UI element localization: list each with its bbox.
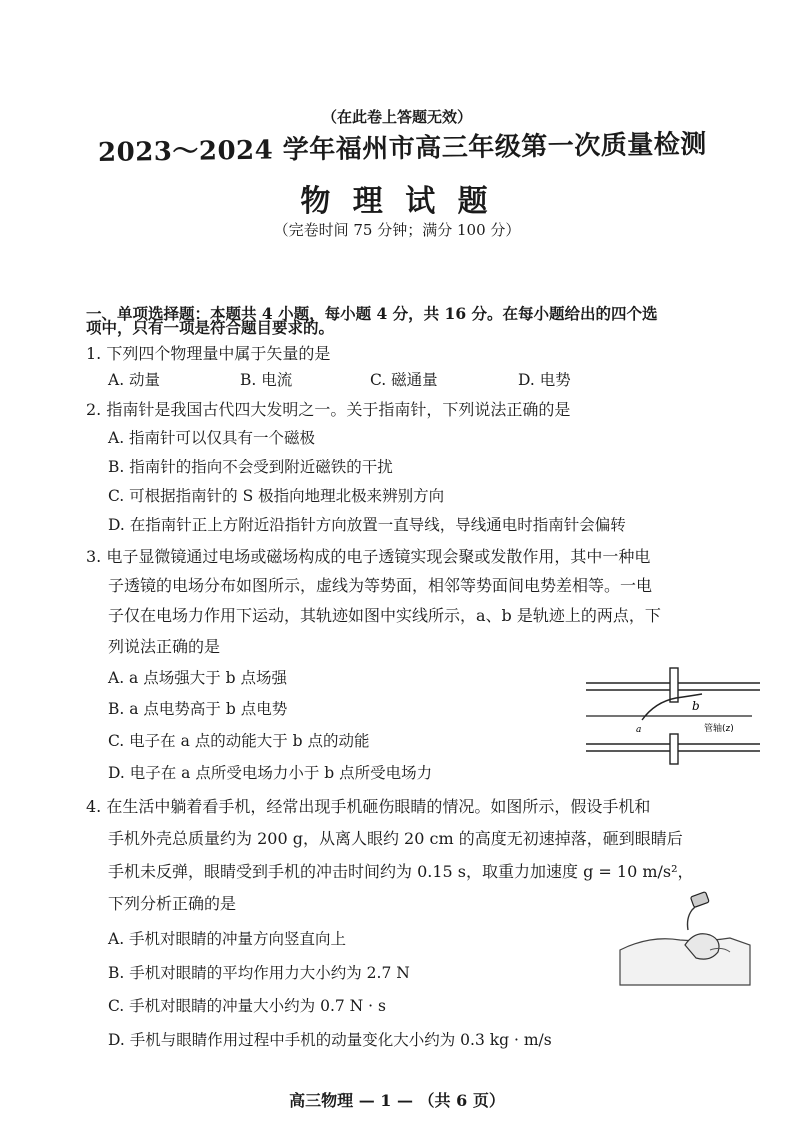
point-a-label: a: [636, 725, 642, 735]
point-b-label: b: [692, 699, 700, 713]
q1-stem: 1. 下列四个物理量中属于矢量的是: [86, 344, 331, 363]
q3-option-d: D. 电子在 a 点所受电场力小于 b 点所受电场力: [108, 764, 433, 782]
q1-option-b: B. 电流: [240, 371, 293, 389]
q4-stem-line4: 下列分析正确的是: [108, 894, 237, 913]
phone-falling-figure: [610, 890, 760, 990]
q4-stem-line3: 手机未反弹，眼睛受到手机的冲击时间约为 0.15 s，取重力加速度 g = 10 m/s²，: [108, 862, 694, 881]
arm-shape: [688, 904, 699, 930]
q4-option-a: A. 手机对眼睛的冲量方向竖直向上: [108, 930, 347, 948]
exam-title: 2023～2024 学年福州市高三年级第一次质量检测: [97, 129, 707, 168]
electron-lens-figure: [580, 660, 770, 770]
page-footer: 高三物理 — 1 — （共 6 页）: [289, 1091, 505, 1110]
phone-icon: [690, 892, 709, 908]
q3-stem-line4: 列说法正确的是: [108, 637, 221, 656]
lower-gap-plate: [670, 734, 678, 764]
q4-stem-line1: 4. 在生活中躺着看手机，经常出现手机砸伤眼睛的情况。如图所示，假设手机和: [86, 797, 651, 816]
q3-stem-line1: 3. 电子显微镜通过电场或磁场构成的电子透镜实现会聚或发散作用，其中一种电: [86, 547, 651, 566]
q2-option-c: C. 可根据指南针的 S 极指向地理北极来辨别方向: [108, 487, 445, 505]
q2-option-d: D. 在指南针正上方附近沿指针方向放置一直导线，导线通电时指南针会偏转: [108, 516, 626, 534]
q1-option-c: C. 磁通量: [370, 371, 438, 389]
q1-option-a: A. 动量: [108, 371, 161, 389]
q4-option-c: C. 手机对眼睛的冲量大小约为 0.7 N · s: [108, 997, 386, 1015]
q2-option-a: A. 指南针可以仅具有一个磁极: [108, 429, 316, 447]
section-heading-line2: 项中，只有一项是符合题目要求的。: [86, 318, 335, 337]
time-info: （完卷时间 75 分钟；满分 100 分）: [273, 221, 521, 239]
q3-option-c: C. 电子在 a 点的动能大于 b 点的动能: [108, 732, 370, 750]
q3-option-b: B. a 点电势高于 b 点电势: [108, 700, 288, 718]
q2-stem: 2. 指南针是我国古代四大发明之一。关于指南针，下列说法正确的是: [86, 400, 571, 419]
exam-notice: （在此卷上答题无效）: [321, 108, 472, 126]
q4-stem-line2: 手机外壳总质量约为 200 g，从离人眼约 20 cm 的高度无初速掉落，砸到眼睛后: [108, 829, 683, 848]
q1-option-d: D. 电势: [518, 371, 571, 389]
q4-option-d: D. 手机与眼睛作用过程中手机的动量变化大小约为 0.3 kg · m/s: [108, 1031, 552, 1049]
q2-option-b: B. 指南针的指向不会受到附近磁铁的干扰: [108, 458, 393, 476]
q3-stem-line2: 子透镜的电场分布如图所示，虚线为等势面，相邻等势面间电势差相等。一电: [108, 576, 653, 595]
q4-option-b: B. 手机对眼睛的平均作用力大小约为 2.7 N: [108, 964, 410, 982]
section-heading-line1: 一、单项选择题：本题共 4 小题，每小题 4 分，共 16 分。在每小题给出的四个选: [86, 304, 658, 323]
upper-gap-plate: [670, 668, 678, 702]
q3-stem-line3: 子仅在电场力作用下运动，其轨迹如图中实线所示，a、b 是轨迹上的两点，下: [108, 606, 661, 625]
tube-axis-label: 管轴(z): [704, 724, 734, 734]
subject-title: 物 理 试 题: [300, 184, 494, 219]
q3-option-a: A. a 点场强大于 b 点场强: [108, 669, 287, 687]
